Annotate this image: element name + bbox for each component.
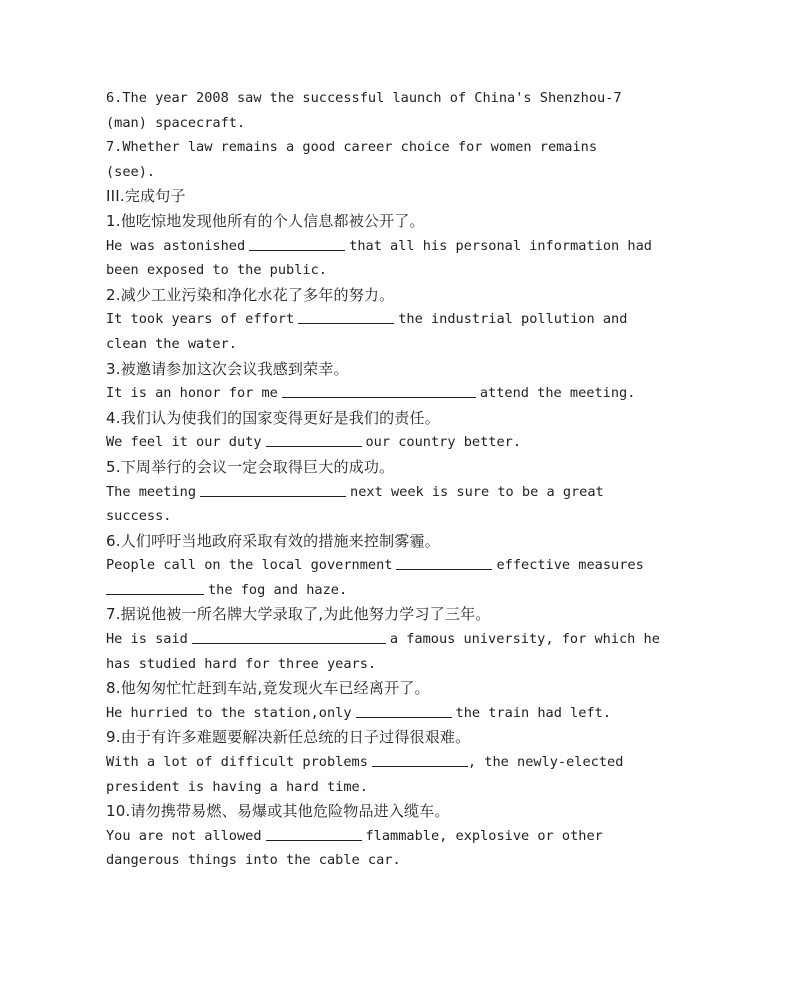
item-6-chinese: 6.人们呼吁当地政府采取有效的措施来控制雾霾。 — [106, 531, 440, 550]
item-8-chinese: 8.他匆匆忙忙赶到车站,竟发现火车已经离开了。 — [106, 679, 430, 698]
item-10-chinese: 10.请勿携带易燃、易爆或其他危险物品进入缆车。 — [106, 802, 450, 821]
item-5-text-pre: The meeting — [106, 483, 197, 500]
item-3-english — [106, 381, 706, 406]
item-8-text-post: the train had left. — [455, 704, 612, 721]
item-5-english-cont: success. — [106, 508, 172, 525]
item-10-blank[interactable] — [266, 826, 362, 841]
item-2-chinese: 2.减少工业污染和净化水花了多年的努力。 — [106, 285, 395, 304]
item-3-chinese: 3.被邀请参加这次会议我感到荣幸。 — [106, 359, 349, 378]
item-6-text-post-2: the fog and haze. — [208, 581, 348, 598]
item-2-english-cont: clean the water. — [106, 335, 237, 352]
q7-line1: 7.Whether law remains a good career choice for women remains — [106, 139, 598, 156]
item-10-text-post: flammable, explosive or other — [365, 827, 603, 844]
item-2-blank[interactable] — [298, 309, 394, 324]
item-1-text-post: that all his personal information had — [349, 237, 652, 254]
item-1-chinese: 1.他吃惊地发现他所有的个人信息都被公开了。 — [106, 211, 425, 230]
item-7-chinese: 7.据说他被一所名牌大学录取了,为此他努力学习了三年。 — [106, 605, 491, 624]
item-8-blank[interactable] — [356, 703, 452, 718]
item-6-english-cont — [106, 578, 706, 603]
item-9-blank[interactable] — [372, 752, 468, 767]
item-2-text-post: the industrial pollution and — [398, 311, 628, 328]
item-4-blank[interactable] — [266, 432, 362, 447]
item-7-english — [106, 627, 706, 652]
item-1-english-cont: been exposed to the public. — [106, 262, 327, 279]
item-5-chinese: 5.下周举行的会议一定会取得巨大的成功。 — [106, 457, 395, 476]
item-7-english-cont: has studied hard for three years. — [106, 655, 377, 672]
item-5-text-post: next week is sure to be a great — [350, 483, 604, 500]
item-10-english — [106, 824, 706, 849]
item-4-english — [106, 430, 706, 455]
q6-line2: (man) spacecraft. — [106, 114, 246, 131]
item-9-chinese: 9.由于有许多难题要解决新任总统的日子过得很艰难。 — [106, 728, 471, 747]
item-3-text-post: attend the meeting. — [479, 385, 636, 402]
worksheet-page — [106, 86, 706, 873]
item-6-blank-1[interactable] — [396, 555, 492, 570]
item-5-blank[interactable] — [200, 482, 346, 497]
item-2-text-pre: It took years of effort — [106, 311, 295, 328]
item-3-text-pre: It is an honor for me — [106, 385, 278, 402]
section-heading: III.完成句子 — [106, 187, 186, 206]
item-8-text-pre: He hurried to the station,only — [106, 704, 352, 721]
item-6-text-pre: People call on the local government — [106, 557, 393, 574]
item-9-text-pre: With a lot of difficult problems — [106, 754, 368, 771]
item-6-blank-2[interactable] — [106, 580, 204, 595]
q6-line1: 6.The year 2008 saw the successful launch of China's Shenzhou-7 — [106, 90, 622, 106]
item-1-text-pre: He was astonished — [106, 237, 246, 254]
item-4-text-pre: We feel it our duty — [106, 434, 262, 451]
item-8-english — [106, 701, 706, 726]
item-1-english — [106, 234, 706, 259]
item-7-text-post: a famous university, for which he — [389, 631, 660, 648]
item-9-text-post: , the newly-elected — [467, 754, 624, 771]
q7-line2: (see). — [106, 163, 156, 180]
item-7-blank[interactable] — [192, 629, 386, 644]
item-5-english — [106, 480, 706, 505]
item-9-english — [106, 750, 706, 775]
item-6-text-post: effective measures — [496, 557, 644, 574]
item-9-english-cont: president is having a hard time. — [106, 778, 368, 795]
item-7-text-pre: He is said — [106, 631, 188, 648]
item-6-english — [106, 553, 706, 578]
item-3-blank[interactable] — [282, 383, 476, 398]
item-10-text-pre: You are not allowed — [106, 827, 262, 844]
item-4-text-post: our country better. — [365, 434, 521, 451]
item-4-chinese: 4.我们认为使我们的国家变得更好是我们的责任。 — [106, 408, 440, 427]
item-10-english-cont: dangerous things into the cable car. — [106, 852, 401, 869]
item-1-blank[interactable] — [249, 236, 345, 251]
item-2-english — [106, 307, 706, 332]
